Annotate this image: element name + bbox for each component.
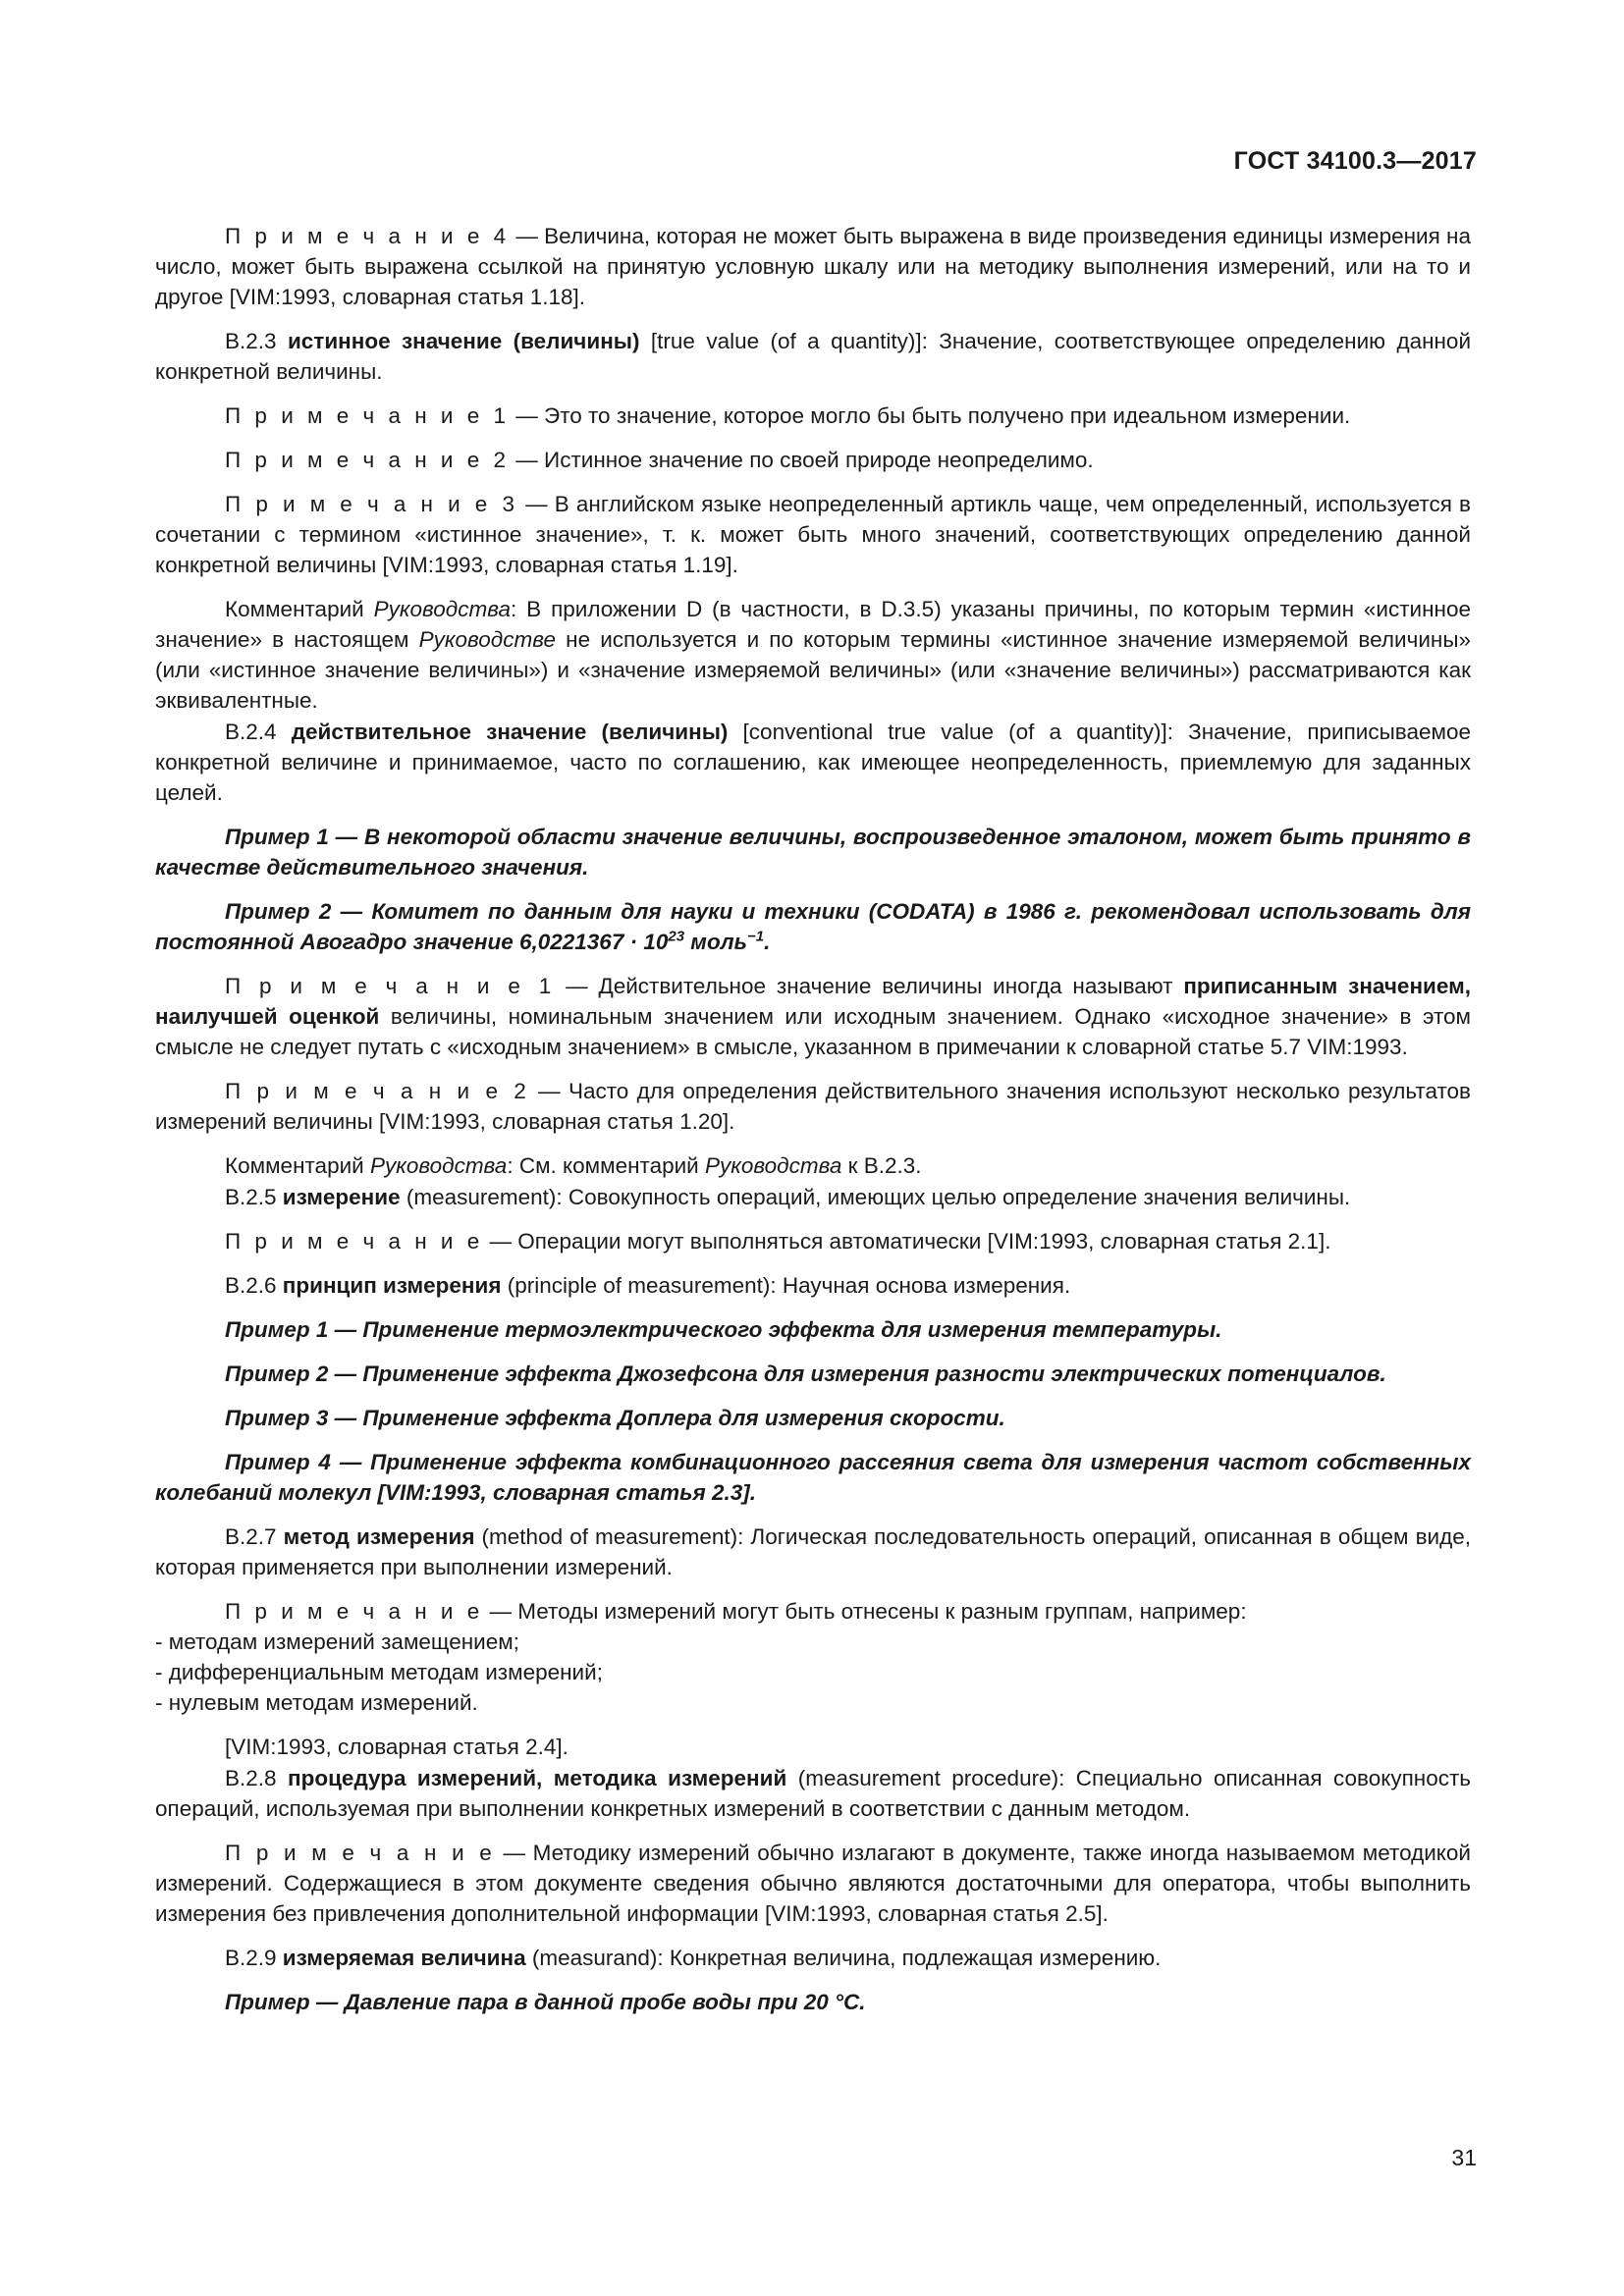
guide-comment <box>155 1150 1471 1181</box>
list-item: - методам измерений замещением; <box>155 1629 519 1654</box>
term-name: принцип измерения <box>282 1273 502 1298</box>
note-bold: приписанным значением, наилучшей оценкой <box>155 974 1471 1029</box>
term-definition <box>155 717 1471 808</box>
note-paragraph <box>155 1596 1471 1627</box>
term-number: В.2.8 <box>225 1766 289 1790</box>
note-label: П р и м е ч а н и е 1 <box>225 403 511 428</box>
note-paragraph <box>155 445 1471 475</box>
example-text: моль <box>684 930 748 954</box>
term-text: (principle of measurement): Научная основа измерения. <box>501 1273 1071 1298</box>
term-text: [conventional true value (of a quantity)]: Значение, приписываемое конкретной величине и принимаемое, часто по соглашению, как имеющее неопределенность, приемлемую для заданных целей. <box>155 720 1471 805</box>
document-header: ГОСТ 34100.3—2017 <box>1233 147 1477 175</box>
note-text: — Методику измерений обычно излагают в документе, также иногда называемом методикой измерений. Содержащиеся в этом документе сведения обычно являются достаточными для оператора, чтобы выполнить измерения без привлечения дополнительной информации [VIM:1993, словарная статья 2.5]. <box>155 1841 1471 1926</box>
note-label: П р и м е ч а н и е 2 <box>225 448 511 472</box>
comment-text: не используется и по которым термины «истинное значение измеряемой величины» (или «истинное значение величины») и «значение измеряемой величины» (или «значение величины») рассматриваются как эквивалентные. <box>155 627 1472 713</box>
term-text: (method of measurement): Логическая последовательность операций, описанная в общем виде, которая применяется при выполнении измерений. <box>155 1524 1471 1579</box>
note-paragraph <box>155 1838 1471 1929</box>
page-number: 31 <box>1451 2145 1477 2170</box>
term-text: [true value (of a quantity)]: Значение, соответствующее определению данной конкретной величины. <box>155 329 1472 384</box>
term-number: В.2.5 <box>225 1185 283 1209</box>
term-definition <box>155 1522 1471 1582</box>
term-name: процедура измерений, методика измерений <box>288 1766 787 1790</box>
term-name: измеряемая величина <box>282 1946 526 1970</box>
comment-text: Комментарий <box>225 1153 370 1178</box>
note-paragraph <box>155 489 1471 580</box>
comment-text: : См. комментарий <box>507 1153 706 1178</box>
example-paragraph: Пример 1 — Применение термоэлектрического эффекта для измерения температуры. <box>225 1317 1222 1342</box>
term-definition <box>155 1182 1471 1212</box>
note-label: П р и м е ч а н и е 1 <box>225 974 556 998</box>
comment-text: Комментарий <box>225 597 374 621</box>
example-paragraph: Пример 3 — Применение эффекта Доплера для измерения скорости. <box>225 1406 1005 1430</box>
term-number: В.2.7 <box>225 1524 284 1549</box>
note-text: — Истинное значение по своей природе неопределимо. <box>510 448 1094 472</box>
example-paragraph: Пример 1 — В некоторой области значение величины, воспроизведенное эталоном, может быть принято в качестве действительного значения. <box>155 825 1471 880</box>
comment-italic: Руководства <box>705 1153 842 1178</box>
term-text: (measurement): Совокупность операций, имеющих целью определение значения величины. <box>400 1185 1351 1209</box>
list-item: - дифференциальным методам измерений; <box>155 1660 603 1684</box>
term-name: действительное значение (величины) <box>291 720 729 744</box>
comment-italic: Руководства <box>369 1153 508 1178</box>
note-text: — В английском языке неопределенный артикль чаще, чем определенный, используется в сочетании с термином «истинное значение», т. к. может быть много значений, соответствующих определению данной конкретной величины [VIM:1993, словарная статья 1.19]. <box>155 492 1471 577</box>
example-text: . <box>764 930 771 954</box>
guide-comment <box>155 594 1471 716</box>
example-paragraph: Пример — Давление пара в данной пробе воды при 20 °С. <box>225 1990 866 2014</box>
term-definition <box>155 1763 1471 1824</box>
term-name: метод измерения <box>283 1524 475 1549</box>
note-text: — Методы измерений могут быть отнесены к разным группам, например: <box>483 1599 1247 1624</box>
note-text: — Операции могут выполняться автоматически [VIM:1993, словарная статья 2.1]. <box>483 1229 1331 1254</box>
note-paragraph <box>155 1076 1471 1137</box>
comment-italic: Руководстве <box>418 627 556 652</box>
example-paragraph: Пример 2 — Применение эффекта Джозефсона для измерения разности электрических потенциалов. <box>225 1362 1386 1386</box>
example-text: Пример 2 — Комитет по данным для науки и техники (CODATA) в 1986 г. рекомендовал использовать для постоянной Авогадро значение 6,0221367 · 10 <box>155 899 1471 954</box>
reference-line: [VIM:1993, словарная статья 2.4]. <box>225 1735 568 1759</box>
comment-italic: Руководства <box>373 597 511 621</box>
term-name: истинное значение (величины) <box>287 329 640 353</box>
example-paragraph: Пример 4 — Применение эффекта комбинационного рассеяния света для измерения частот собственных колебаний молекул [VIM:1993, словарная статья 2.3]. <box>155 1450 1471 1505</box>
term-number: В.2.3 <box>225 329 288 353</box>
term-number: В.2.6 <box>225 1273 283 1298</box>
term-name: измерение <box>282 1185 401 1209</box>
term-number: В.2.9 <box>225 1946 283 1970</box>
note-text: — Действительное значение величины иногда называют <box>555 974 1184 998</box>
document-body <box>155 221 1471 2031</box>
note-label: П р и м е ч а н и е 4 <box>225 224 511 248</box>
note-paragraph <box>155 971 1471 1062</box>
list-item: - нулевым методам измерений. <box>155 1690 478 1715</box>
note-label: П р и м е ч а н и е 3 <box>225 492 518 516</box>
note-paragraph <box>155 400 1471 431</box>
example-superscript: −1 <box>747 928 765 945</box>
term-text: (measurand): Конкретная величина, подлежащая измерению. <box>525 1946 1162 1970</box>
note-label: П р и м е ч а н и е <box>225 1229 484 1254</box>
note-paragraph <box>155 1226 1471 1256</box>
note-text: величины, номинальным значением или исходным значением. Однако «исходное значение» в этом смысле не следует путать с «исходным значением» в смысле, указанном в примечании к словарной статье 5.7 VIM:1993. <box>155 1004 1472 1059</box>
note-paragraph <box>155 221 1471 312</box>
term-number: В.2.4 <box>225 720 292 744</box>
example-superscript: 23 <box>668 928 685 945</box>
note-text: — Часто для определения действительного значения используют несколько результатов измерений величины [VIM:1993, словарная статья 1.20]. <box>155 1079 1471 1134</box>
note-label: П р и м е ч а н и е 2 <box>225 1079 530 1103</box>
term-definition <box>155 1943 1471 1973</box>
note-label: П р и м е ч а н и е <box>225 1841 496 1865</box>
note-label: П р и м е ч а н и е <box>225 1599 484 1624</box>
term-definition <box>155 326 1471 387</box>
term-text: (measurement procedure): Специально описанная совокупность операций, используемая при выполнении конкретных измерений в соответствии с данным методом. <box>155 1766 1471 1821</box>
note-text: — Это то значение, которое могло бы быть получено при идеальном измерении. <box>510 403 1351 428</box>
comment-text: : В приложении D (в частности, в D.3.5) указаны причины, по которым термин «истинное значение» в настоящем <box>155 597 1471 652</box>
term-definition <box>155 1270 1471 1301</box>
note-text: — Величина, которая не может быть выражена в виде произведения единицы измерения на число, может быть выражена ссылкой на принятую условную шкалу или на методику выполнения измерений, или на то и другое [VIM:1993, словарная статья 1.18]. <box>155 224 1471 309</box>
example-paragraph <box>155 896 1471 957</box>
comment-text: к В.2.3. <box>841 1153 922 1178</box>
